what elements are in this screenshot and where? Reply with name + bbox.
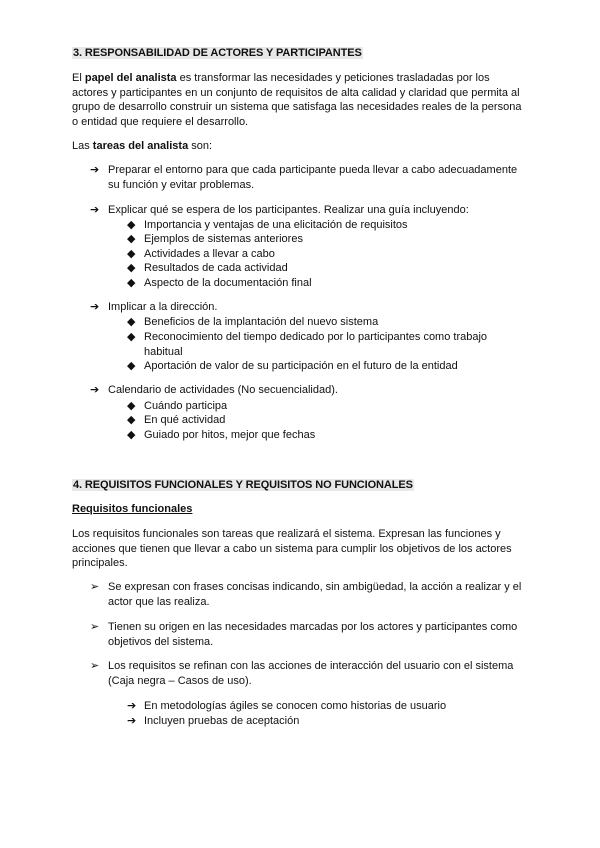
requirement-point bbox=[90, 620, 532, 649]
requirement-point bbox=[90, 580, 532, 609]
arrow-bullet-icon: ➔ bbox=[90, 301, 100, 313]
diamond-bullet-icon: ◆ bbox=[127, 331, 136, 343]
intro-text-pre: El bbox=[72, 72, 85, 84]
diamond-bullet-icon: ◆ bbox=[127, 429, 136, 441]
task-text: Implicar a la dirección. bbox=[108, 301, 218, 313]
requirement-subpoint-text: En metodologías ágiles se conocen como historias de usuario bbox=[144, 700, 447, 712]
arrow-bullet-icon: ➔ bbox=[90, 204, 100, 216]
subtask-text: Resultados de cada actividad bbox=[144, 262, 288, 274]
triangle-arrow-bullet-icon: ➢ bbox=[90, 660, 100, 672]
diamond-bullet-icon: ◆ bbox=[127, 248, 136, 260]
requirement-subpoint bbox=[127, 699, 527, 714]
subtask-item bbox=[127, 261, 527, 276]
task-text: Calendario de actividades (No secuencialidad). bbox=[108, 384, 338, 396]
subtask-item bbox=[127, 359, 527, 374]
subtask-item bbox=[127, 276, 527, 291]
task-item bbox=[90, 163, 530, 192]
triangle-arrow-bullet-icon: ➢ bbox=[90, 621, 100, 633]
arrow-bullet-icon: ➔ bbox=[127, 700, 137, 712]
requirement-point-text: Los requisitos se refinan con las acciones de interacción del usuario con el sistema (Caja negra – Casos de uso). bbox=[108, 660, 514, 687]
functional-requirements-subheading bbox=[72, 502, 192, 517]
section-4-heading bbox=[72, 478, 414, 493]
diamond-bullet-icon: ◆ bbox=[127, 316, 136, 328]
subtask-text: Guiado por hitos, mejor que fechas bbox=[144, 429, 316, 441]
arrow-bullet-icon: ➔ bbox=[127, 715, 137, 727]
subtask-item bbox=[127, 330, 502, 359]
task-text: Preparar el entorno para que cada participante pueda llevar a cabo adecuadamente su función y evitar problemas. bbox=[108, 164, 518, 191]
subtask-item bbox=[127, 399, 527, 414]
intro-text-post: es transformar las necesidades y peticiones trasladadas por los actores y participantes en un conjunto de requisitos de alta calidad y claridad que permita al grupo de desarrollo construir un sistema que satisfaga las necesidades reales de la persona o entidad que requiere el desarrollo. bbox=[72, 72, 522, 128]
subtask-item bbox=[127, 247, 527, 262]
subtask-item bbox=[127, 232, 527, 247]
section-3-heading-text: 3. RESPONSABILIDAD DE ACTORES Y PARTICIPANTES bbox=[73, 47, 362, 59]
subtask-text: Importancia y ventajas de una elicitación de requisitos bbox=[144, 219, 408, 231]
requirement-point-text: Tienen su origen en las necesidades marcadas por los actores y participantes como objetivos del sistema. bbox=[108, 621, 518, 648]
task-item bbox=[90, 300, 530, 315]
task-item bbox=[90, 203, 530, 218]
task-item bbox=[90, 383, 530, 398]
subtask-text: Reconocimiento del tiempo dedicado por lo participantes como trabajo habitual bbox=[144, 331, 488, 358]
intro-text-bold: papel del analista bbox=[84, 72, 177, 84]
subtask-text: Aportación de valor de su participación en el futuro de la entidad bbox=[144, 360, 458, 372]
tasks-line-bold: tareas del analista bbox=[92, 140, 189, 152]
diamond-bullet-icon: ◆ bbox=[127, 277, 136, 289]
subtask-text: Actividades a llevar a cabo bbox=[144, 248, 275, 260]
section-4-intro-text: Los requisitos funcionales son tareas que realizará el sistema. Expresan las funciones y acciones que tienen que llevar a cabo un sistema para cumplir los objetivos de los actores principales. bbox=[72, 528, 512, 569]
subtask-text: Aspecto de la documentación final bbox=[144, 277, 312, 289]
diamond-bullet-icon: ◆ bbox=[127, 219, 136, 231]
subtask-item bbox=[127, 428, 527, 443]
diamond-bullet-icon: ◆ bbox=[127, 400, 136, 412]
diamond-bullet-icon: ◆ bbox=[127, 262, 136, 274]
subtask-item bbox=[127, 315, 527, 330]
arrow-bullet-icon: ➔ bbox=[90, 164, 100, 176]
diamond-bullet-icon: ◆ bbox=[127, 233, 136, 245]
diamond-bullet-icon: ◆ bbox=[127, 414, 136, 426]
section-4-heading-text: 4. REQUISITOS FUNCIONALES Y REQUISITOS NO FUNCIONALES bbox=[73, 479, 413, 491]
triangle-arrow-bullet-icon: ➢ bbox=[90, 581, 100, 593]
requirement-point-text: Se expresan con frases concisas indicando, sin ambigüedad, la acción a realizar y el actor que las realiza. bbox=[108, 581, 522, 608]
tasks-line bbox=[72, 139, 212, 154]
requirement-point bbox=[90, 659, 532, 688]
section-3-intro bbox=[72, 71, 524, 129]
subtask-text: En qué actividad bbox=[144, 414, 226, 426]
subtask-item bbox=[127, 413, 527, 428]
task-text: Explicar qué se espera de los participantes. Realizar una guía incluyendo: bbox=[108, 204, 469, 216]
subtask-item bbox=[127, 218, 527, 233]
section-3-heading bbox=[72, 46, 363, 61]
subtask-text: Beneficios de la implantación del nuevo sistema bbox=[144, 316, 379, 328]
diamond-bullet-icon: ◆ bbox=[127, 360, 136, 372]
subtask-text: Cuándo participa bbox=[144, 400, 228, 412]
arrow-bullet-icon: ➔ bbox=[90, 384, 100, 396]
subheading-text: Requisitos funcionales bbox=[72, 503, 193, 515]
tasks-line-pre: Las bbox=[72, 140, 93, 152]
section-4-intro bbox=[72, 527, 527, 571]
requirement-subpoint bbox=[127, 714, 527, 729]
requirement-subpoint-text: Incluyen pruebas de aceptación bbox=[144, 715, 300, 727]
subtask-text: Ejemplos de sistemas anteriores bbox=[144, 233, 303, 245]
tasks-line-post: son: bbox=[188, 140, 213, 152]
